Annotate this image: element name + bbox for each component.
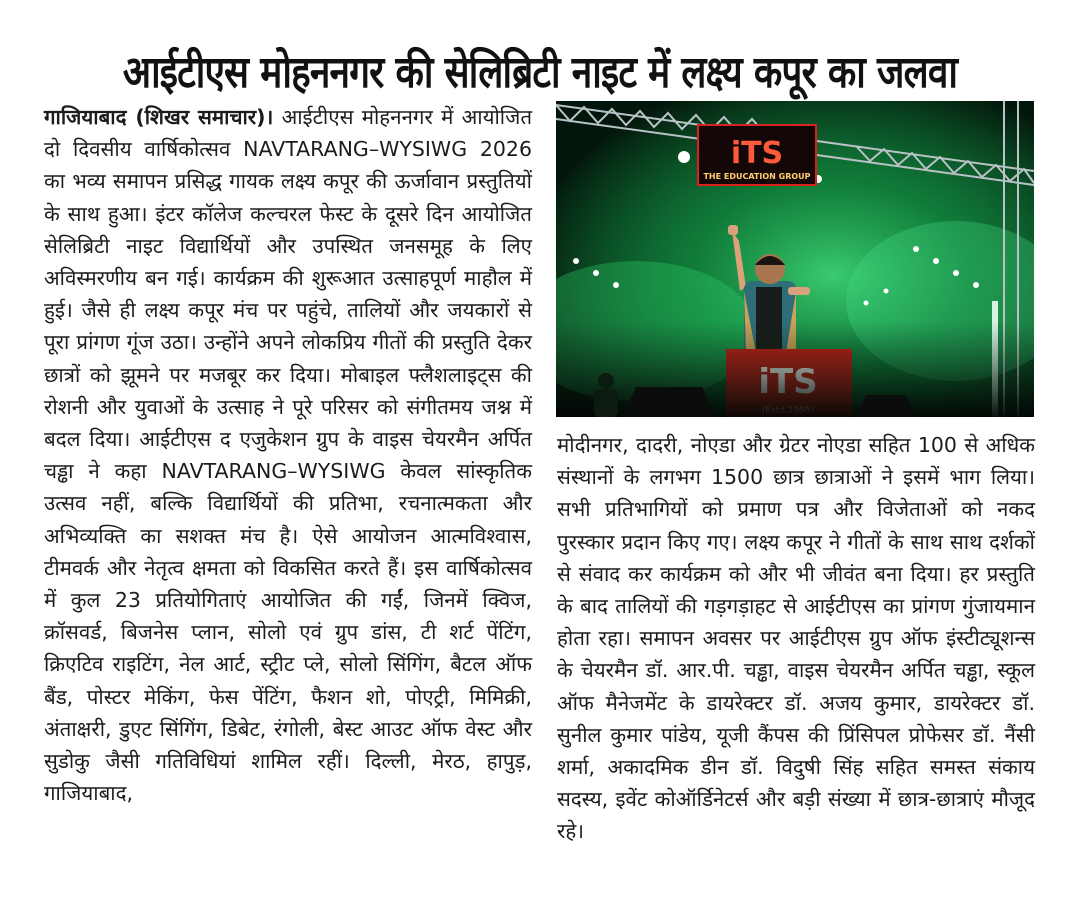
banner-tagline-text: THE EDUCATION GROUP bbox=[703, 172, 811, 181]
stage-scene bbox=[556, 101, 1034, 417]
stage-monitor-right bbox=[856, 395, 916, 417]
banner-logo-text: iTS bbox=[730, 136, 784, 171]
banner-logo bbox=[698, 125, 816, 185]
article-column-right: मोदीनगर, दादरी, नोएडा और ग्रेटर नोएडा सहित 100 से अधिक संस्थानों के लगभग 1500 छात्र छात्राओं ने इसमें भाग लिया। सभी प्रतिभागियों को प्रमाण पत्र और विजेताओं को नकद पुरस्कार प्रदान किए गए। लक्ष्य कपूर ने गीतों के साथ साथ दर्शकों से संवाद कर कार्यक्रम को और भी जीवंत बना दिया। हर प्रस्तुति के बाद तालियों की गड़गड़ाहट से आईटीएस का प्रांगण गुंजायमान होता रहा। समापन अवसर पर आईटीएस ग्रुप ऑफ इंस्टीट्यूशन्स के चेयरमैन डॉ. आर.पी. चड्ढा, वाइस चेयरमैन अर्पित चड्ढा, स्कूल ऑफ मैनेजमेंट के डायरेक्टर डॉ. अजय कुमार, डायरेक्टर डॉ. सुनील कुमार पांडेय, यूजी कैंपस की प्रिंसिपल प्रोफेसर डॉ. नैंसी शर्मा, अकादमिक डीन डॉ. विदुषी सिंह सहित समस्त संकाय सदस्य, इवेंट कोऑर्डिनेटर्स और बड़ी संख्या में छात्र-छात्राएं मौजूद रहे। bbox=[557, 433, 1035, 844]
dateline: गाजियाबाद (शिखर समाचार)। bbox=[44, 105, 274, 129]
event-photo bbox=[556, 101, 1034, 417]
floor-shadow bbox=[556, 321, 1034, 417]
article-body-left: आईटीएस मोहननगर में आयोजित दो दिवसीय वार्षिकोत्सव NAVTARANG–WYSIWG 2026 का भव्य समापन प्रसिद्ध गायक लक्ष्य कपूर की ऊर्जावान प्रस्तुतियों के साथ हुआ। इंटर कॉलेज कल्चरल फेस्ट के दूसरे दिन आयोजित सेलिब्रिटी नाइट विद्यार्थियों और उपस्थित जनसमूह के लिए अविस्मरणीय बन गई। कार्यक्रम की शुरूआत उत्साहपूर्ण माहौल में हुई। जैसे ही लक्ष्य कपूर मंच पर पहुंचे, तालियों और जयकारों से पूरा प्रांगण गूंज उठा। उन्होंने अपने लोकप्रिय गीतों की प्रस्तुति देकर छात्रों को झूमने पर मजबूर कर दिया। मोबाइल फ्लैशलाइट्स की रोशनी और युवाओं के उत्साह ने पूरे परिसर को संगीतमय जश्न में बदल दिया। आईटीएस द एजुकेशन ग्रुप के वाइस चेयरमैन अर्पित चड्ढा ने कहा NAVTARANG–WYSIWG केवल सांस्कृतिक उत्सव नहीं, बल्कि विद्यार्थियों की प्रतिभा, रचनात्मकता और अभिव्यक्ति का सशक्त मंच है। ऐसे आयोजन आत्मविश्वास, टीमवर्क और नेतृत्व क्षमता को विकसित करते हैं। इस वार्षिकोत्सव में कुल 23 प्रतियोगिताएं आयोजित की गईं, जिनमें क्विज, क्रॉसवर्ड, बिजनेस प्लान, सोलो एवं ग्रुप डांस, टी शर्ट पेंटिंग, क्रिएटिव राइटिंग, नेल आर्ट, स्ट्रीट प्ले, सोलो सिंगिंग, बैटल ऑफ बैंड, पोस्टर मेकिंग, फेस पेंटिंग, फैशन शो, पोएट्री, मिमिक्री, अंताक्षरी, डुएट सिंगिंग, डिबेट, रंगोली, बेस्ट आउट ऑफ वेस्ट और सुडोकु जैसी गतिविधियां शामिल रहीं। दिल्ली, मेरठ, हापुड़, गाजियाबाद, bbox=[44, 105, 533, 806]
stage-monitor-left bbox=[622, 387, 716, 417]
headline: आईटीएस मोहननगर की सेलिब्रिटी नाइट में लक्ष्य कपूर का जलवा bbox=[122, 47, 958, 99]
article-column-left bbox=[44, 101, 532, 809]
